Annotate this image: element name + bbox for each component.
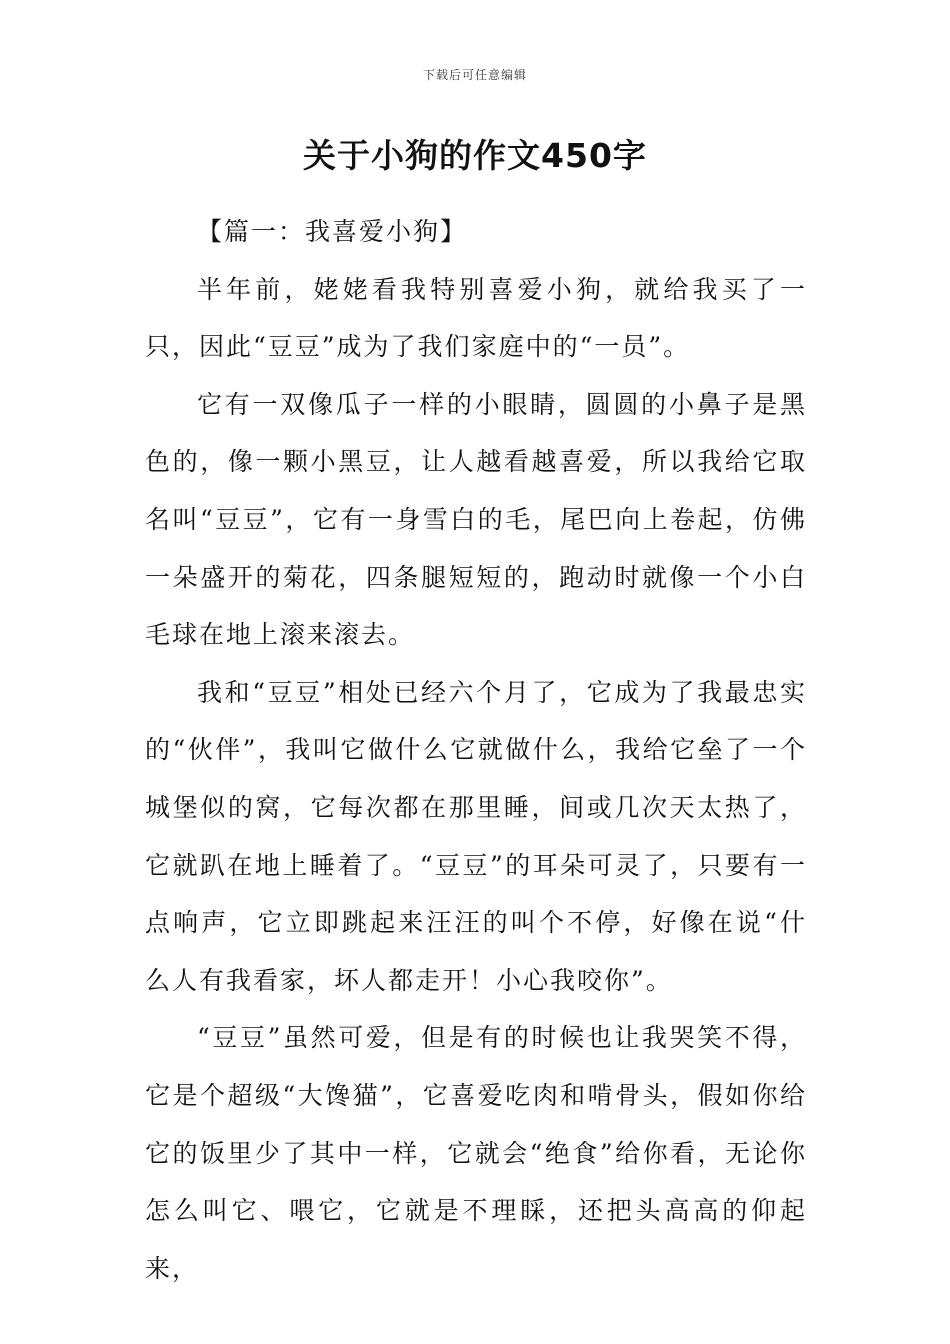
section-heading: 【篇一：我喜爱小狗】: [197, 217, 468, 246]
paragraph-3: 我和“豆豆”相处已经六个月了，它成为了我最忠实的“伙伴”，我叫它做什么它就做什么，我给它垒了一个城堡似的窝，它每次都在那里睡，间或几次天太热了，它就趴在地上睡着了。“豆豆”的耳朵可灵了，只要有一点响声，它立即跳起来汪汪的叫个不停，好像在说“什么人有我看家，坏人都走开！小心我咬你”。: [145, 677, 807, 995]
header-note: 下载后可任意编辑: [422, 68, 527, 82]
paragraph-4: “豆豆”虽然可爱，但是有的时候也让我哭笑不得，它是个超级“大馋猫”，它喜爱吃肉和啃骨头，假如你给它的饭里少了其中一样，它就会“绝食”给你看，无论你怎么叫它、喂它，它就是不理睬，还把头高高的仰起来，: [145, 1023, 807, 1283]
essay-body: [145, 203, 807, 1297]
paragraph-2: 它有一双像瓜子一样的小眼睛，圆圆的小鼻子是黑色的，像一颗小黑豆，让人越看越喜爱，所以我给它取名叫“豆豆”，它有一身雪白的毛，尾巴向上卷起，仿佛一朵盛开的菊花，四条腿短短的，跑动时就像一个小白毛球在地上滚来滚去。: [145, 389, 807, 650]
paragraph-1: 半年前，姥姥看我特别喜爱小狗，就给我买了一只，因此“豆豆”成为了我们家庭中的“一员”。: [145, 274, 807, 362]
document-title: 关于小狗的作文450字: [303, 136, 647, 175]
